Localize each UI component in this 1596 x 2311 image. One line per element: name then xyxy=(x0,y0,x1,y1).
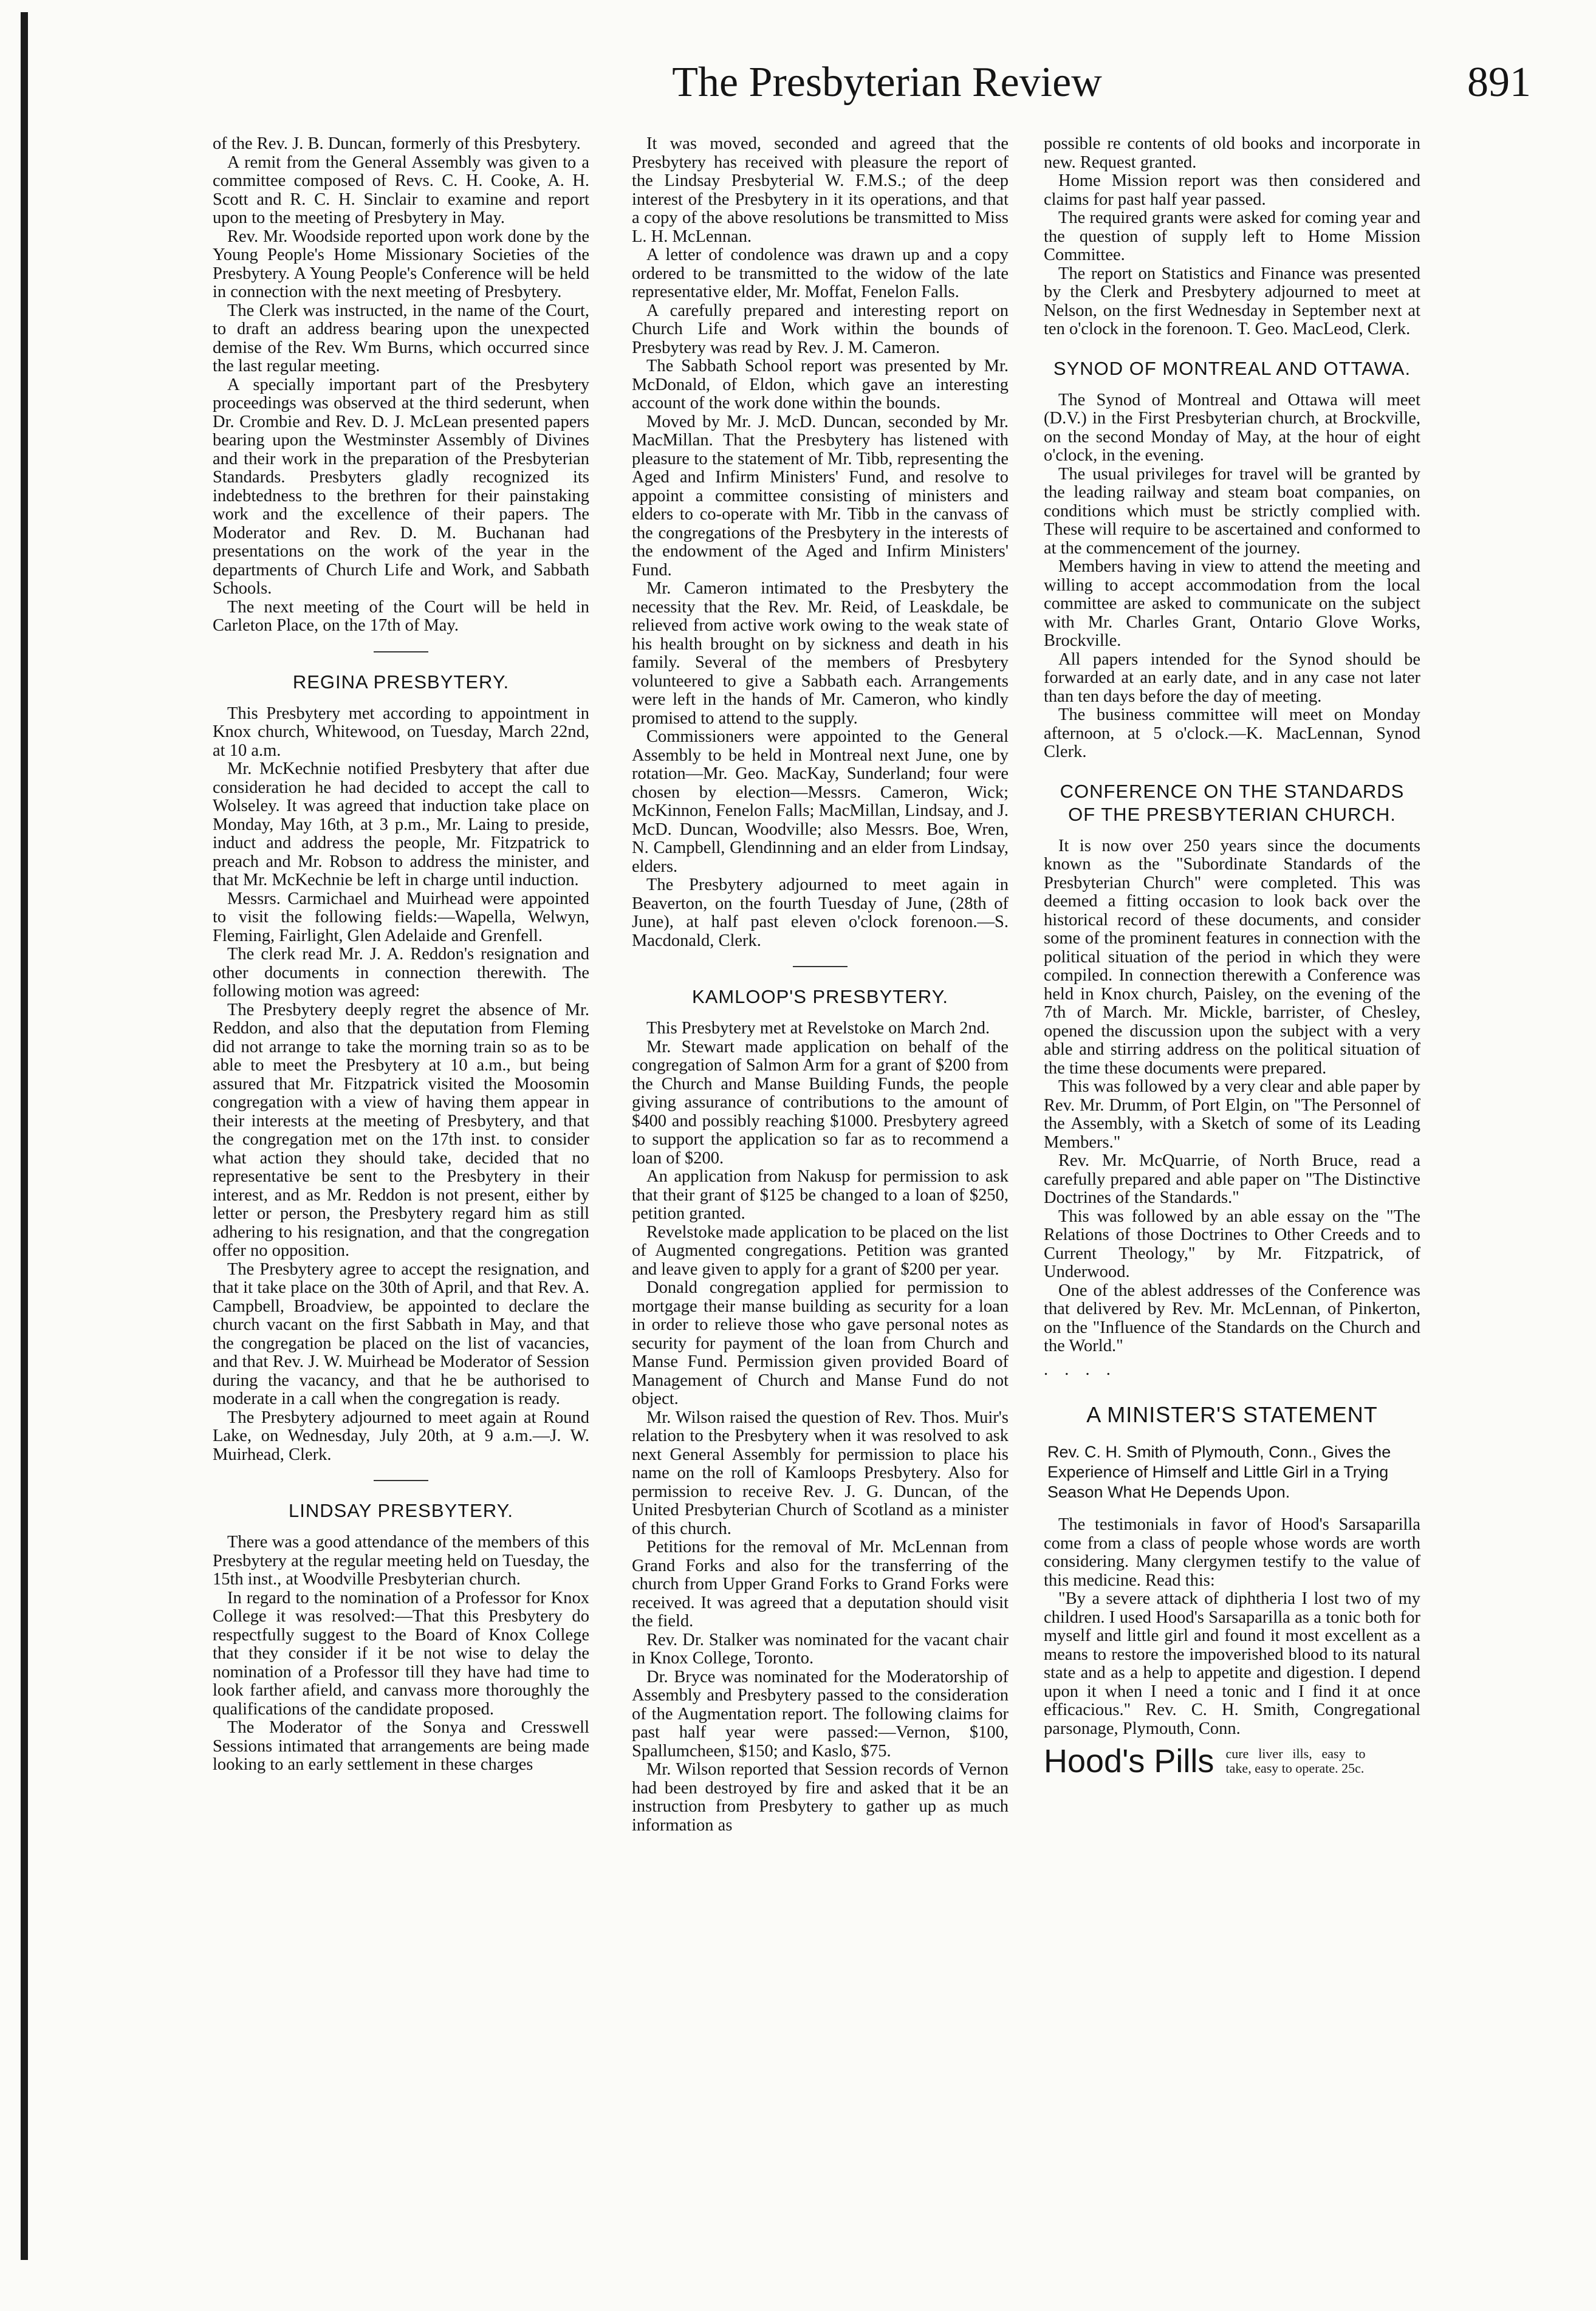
paragraph: This Presbytery met at Revelstoke on March 2nd. xyxy=(646,1019,990,1038)
paragraph: This was followed by an able essay on the "The Relations of those Doctrines to Other Creeds and to Current Theology," by Mr. Fitzpatrick, of Underwood. xyxy=(1044,1207,1420,1281)
paragraph: A carefully prepared and interesting report on Church Life and Work within the bounds of Presbytery was read by Rev. J. M. Cameron. xyxy=(632,301,1009,357)
paragraph: Mr. Wilson raised the question of Rev. Thos. Muir's relation to the Presbytery when it was resolved to ask next General Assembly for permission to place his name on the roll of Kamloops Presbytery. Also for permission to receive Rev. J. G. Duncan, of the United Presbyterian Church of Scotland as a minister of this church. xyxy=(632,1408,1009,1538)
regina-heading: REGINA PRESBYTERY. xyxy=(292,671,510,693)
paragraph: Mr. Wilson reported that Session records of Vernon had been destroyed by fire and asked that it be an instruction from Presbytery to gather up as much information as xyxy=(632,1760,1009,1835)
paragraph: The Presbytery adjourned to meet again at Round Lake, on Wednesday, July 20th, at 9 a.m.—J. W. Muirhead, Clerk. xyxy=(213,1408,589,1464)
paragraph: It is now over 250 years since the documents known as the "Subordinate Standards of the Presbyterian Church" were completed. This was deemed a fitting occasion to look back over the historical record of these documents, and consider some of the prominent features in connection with the political situation of the period in which they were compiled. In connection therewith a Conference was held in Knox church, Paisley, on the evening of the 7th of March. Mr. Mickle, barrister, of Chesley, opened the discussion upon the subject with a very able and stirring address on the political situation of the time these documents were prepared. xyxy=(1044,836,1420,1078)
paragraph: Rev. Mr. Woodside reported upon work done by the Young People's Home Missionary Societies of the Presbytery. A Young People's Conference will be held in connection with the next meeting of Presbytery. xyxy=(213,227,589,301)
paragraph: The report on Statistics and Finance was presented by the Clerk and Presbytery adjourned to meet at Nelson, on the first Wednesday in September next at ten o'clock in the forenoon. T. Geo. MacLeod, Clerk. xyxy=(1044,264,1420,338)
paragraph: The testimonials in favor of Hood's Sarsaparilla come from a class of people whose words are worth considering. Many clergymen testify to the value of this medicine. Read this: xyxy=(1044,1515,1420,1590)
paragraph: Dr. Bryce was nominated for the Moderatorship of Assembly and Presbytery passed to the consideration of the Augmentation report. The following claims for past half year were passed:—Vernon, $100, Spallumcheen, $150; and Kaslo, $75. xyxy=(632,1667,1009,1761)
col1-intro xyxy=(213,135,589,635)
minister-body xyxy=(1044,1516,1420,1738)
paragraph: A letter of condolence was drawn up and a copy ordered to be transmitted to the widow of the late representative elder, Mr. Moffat, Fenelon Falls. xyxy=(632,245,1009,301)
paragraph: An application from Nakusp for permission to ask that their grant of $125 be changed to a loan of $250, petition granted. xyxy=(632,1167,1009,1223)
col2-intro xyxy=(632,135,1009,950)
paragraph: Home Mission report was then considered and claims for past half year passed. xyxy=(1044,171,1420,209)
page-header xyxy=(583,58,1531,113)
paragraph: The next meeting of the Court will be held in Carleton Place, on the 17th of May. xyxy=(213,597,589,635)
lindsay-heading: LINDSAY PRESBYTERY. xyxy=(289,1500,513,1521)
paragraph: The usual privileges for travel will be granted by the leading railway and steam boat companies, on conditions which must be strictly complied with. These will require to be ascertained and conformed to at the commencement of the journey. xyxy=(1044,464,1420,558)
paragraph: The Presbytery adjourned to meet again in Beaverton, on the fourth Tuesday of June, (28th of June), at half past eleven o'clock forenoon.—S. Macdonald, Clerk. xyxy=(632,875,1009,950)
synod-heading: SYNOD OF MONTREAL AND OTTAWA. xyxy=(1053,357,1411,379)
conference-body xyxy=(1044,837,1420,1356)
paragraph: Donald congregation applied for permission to mortgage their manse building as security for a loan in order to relieve those who gave personal notes as security for payment of the loan from Church and Manse Fund. Permission given provided Board of Management of Church and Manse Fund do not object. xyxy=(632,1278,1009,1408)
paragraph: Members having in view to attend the meeting and willing to accept accommodation from the local committee are asked to communicate on the subject with Mr. Charles Grant, Ontario Glove Works, Brockville. xyxy=(1044,557,1420,650)
minister-heading: A MINISTER'S STATEMENT xyxy=(1086,1402,1378,1427)
paragraph: The Presbytery deeply regret the absence of Mr. Reddon, and also that the deputation from Fleming did not arrange to take the morning train so as to be able to meet the Presbytery at 10 a.m., but being assured that Mr. Fitzpatrick visited the Moosomin congregation with a view of having them appear in their interests at the meeting of Presbytery, and that the congregation met on the 17th inst. to consider what action they should take, decided that no representative be sent to the Presbytery in their interest, and as Mr. Reddon is not present, either by letter or person, the Presbytery regard him as still adhering to his resignation, and that the congregation offer no opposition. xyxy=(213,1000,589,1260)
paragraph: This was followed by a very clear and able paper by Rev. Mr. Drumm, of Port Elgin, on "The Personnel of the Assembly, with a Sketch of some of its Leading Members." xyxy=(1044,1077,1420,1152)
synod-body xyxy=(1044,391,1420,762)
journal-title: The Presbyterian Review xyxy=(672,59,1102,106)
dotted-separator: . . . . xyxy=(1044,1360,1117,1379)
hoods-pills-ad xyxy=(1044,1742,1420,1779)
paragraph: The Clerk was instructed, in the name of the Court, to draft an address bearing upon the unexpected demise of the Rev. Wm Burns, which occurred since the last regular meeting. xyxy=(213,301,589,375)
section-divider xyxy=(374,651,428,652)
ad-product-text: cure liver ills, easy to take, easy to operate. 25c. xyxy=(1225,1746,1366,1776)
paragraph: The Moderator of the Sonya and Cresswell Sessions intimated that arrangements are being made looking to an early settlement in these charges xyxy=(213,1718,589,1774)
section-divider xyxy=(793,966,848,967)
column-3 xyxy=(1044,134,1420,1779)
paragraph: One of the ablest addresses of the Conference was that delivered by Rev. Mr. McLennan, of Pinkerton, on the "Influence of the Standards on the Church and the World." xyxy=(1044,1281,1420,1355)
paragraph: The required grants were asked for coming year and the question of supply left to Home Mission Committee. xyxy=(1044,208,1420,264)
paragraph: A remit from the General Assembly was given to a committee composed of Revs. C. H. Cooke, A. H. Scott and R. C. H. Sinclair to examine and report upon to the meeting of Presbytery in May. xyxy=(213,152,589,227)
paragraph: The business committee will meet on Monday afternoon, at 5 o'clock.—K. MacLennan, Synod Clerk. xyxy=(1044,705,1420,761)
paragraph: "By a severe attack of diphtheria I lost two of my children. I used Hood's Sarsaparilla as a tonic both for myself and little girl and found it most excellent as a means to restore the impoverished blood to its natural state and as a help to appetite and digestion. I depend upon it when I need a tonic and I find it at once efficacious." Rev. C. H. Smith, Congregational parsonage, Plymouth, Conn. xyxy=(1044,1589,1420,1738)
paragraph: All papers intended for the Synod should be forwarded at an early date, and in any case not later than ten days before the day of meeting. xyxy=(1044,649,1420,706)
paragraph: The clerk read Mr. J. A. Reddon's resignation and other documents in connection therewith. The following motion was agreed: xyxy=(213,945,589,1001)
paragraph: The Presbytery agree to accept the resignation, and that it take place on the 30th of April, and that Rev. A. Campbell, Broadview, be appointed to declare the church vacant on the first Sabbath in May, and that the congregation be placed on the list of vacancies, and that Rev. J. W. Muirhead be Moderator of Session during the vacancy, and that he be authorised to moderate in a call when the congregation is ready. xyxy=(213,1259,589,1408)
regina-body xyxy=(213,705,589,1465)
kamloops-body xyxy=(632,1019,1009,1835)
paragraph: The Synod of Montreal and Ottawa will meet (D.V.) in the First Presbyterian church, at Brockville, on the second Monday of May, at the hour of eight o'clock, in the evening. xyxy=(1044,390,1420,465)
page-number: 891 xyxy=(1467,59,1531,106)
paragraph: This Presbytery met according to appointment in Knox church, Whitewood, on Tuesday, March 22nd, at 10 a.m. xyxy=(213,704,589,760)
left-margin-rule xyxy=(21,12,28,2260)
paragraph: possible re contents of old books and incorporate in new. Request granted. xyxy=(1044,134,1420,172)
paragraph: Rev. Mr. McQuarrie, of North Bruce, read a carefully prepared and able paper on "The Distinctive Doctrines of the Standards." xyxy=(1044,1151,1420,1207)
paragraph: A specially important part of the Presbytery proceedings was observed at the third sederunt, when Dr. Crombie and Rev. D. J. McLean presented papers bearing upon the Westminster Assembly of Divines and their work in the preparation of the Presbyterian Standards. Presbyters gladly recognized its indebtedness to the brethren for their painstaking work and the excellence of their papers. The Moderator and Rev. D. M. Buchanan had presentations on the work of the year in the departments of Church Life and Work, and Sabbath Schools. xyxy=(213,375,589,598)
paragraph: Mr. Cameron intimated to the Presbytery the necessity that the Rev. Mr. Reid, of Leaskdale, be relieved from active work owing to the weak state of his health brought on by sickness and death in his family. Several of the members of Presbytery volunteered to give a Sabbath each. Arrangements were left in the hands of Mr. Cameron, who kindly promised to attend to the supply. xyxy=(632,579,1009,728)
col3-intro xyxy=(1044,135,1420,339)
paragraph: Commissioners were appointed to the General Assembly to be held in Montreal next June, one by rotation—Mr. Geo. MacKay, Sunderland; four were chosen by election—Messrs. Cameron, Wick; McKinnon, Fenelon Falls; MacMillan, Lindsay, and J. McD. Duncan, Woodville; also Messrs. Boe, Wren, N. Campbell, Glendinning and an elder from Lindsay, elders. xyxy=(632,727,1009,876)
paragraph: There was a good attendance of the members of this Presbytery at the regular meeting held on Tuesday, the 15th inst., at Woodville Presbyterian church. xyxy=(213,1533,589,1589)
paragraph: In regard to the nomination of a Professor for Knox College it was resolved:—That this Presbytery do respectfully suggest to the Board of Knox College that they consider if it be not wise to delay the nomination of a Professor till they have had time to look farther afield, and canvass more thoroughly the qualifications of the candidate proposed. xyxy=(213,1588,589,1719)
column-2 xyxy=(632,135,1009,1835)
section-divider xyxy=(374,1480,428,1481)
paragraph: Mr. McKechnie notified Presbytery that after due consideration he had decided to accept the call to Wolseley. It was agreed that induction take place on Monday, May 16th, at 3 p.m., Mr. Laing to preside, induct and address the people, Mr. Fitzpatrick to preach and Mr. Robson to address the minister, and that Mr. McKechnie be left in charge until induction. xyxy=(213,759,589,889)
paragraph: Mr. Stewart made application on behalf of the congregation of Salmon Arm for a grant of $200 from the Church and Manse Building Funds, the people giving assurance of contributions to the amount of $400 and possibly reaching $1000. Presbytery agreed to support the application so far as to recommend a loan of $200. xyxy=(632,1037,1009,1168)
minister-subheading: Rev. C. H. Smith of Plymouth, Conn., Gives the Experience of Himself and Little Girl in a Trying Season What He Depends Upon. xyxy=(1047,1443,1391,1501)
paragraph: Moved by Mr. J. McD. Duncan, seconded by Mr. MacMillan. That the Presbytery has listened with pleasure to the statement of Mr. Tibb, representing the Aged and Infirm Ministers' Fund, and resolve to appoint a committee consisting of ministers and elders to co-operate with Mr. Tibb in the canvass of the congregations of the Presbytery in the interests of the endowment of the Aged and Infirm Ministers' Fund. xyxy=(632,412,1009,580)
column-1 xyxy=(213,135,589,1775)
paragraph: Rev. Dr. Stalker was nominated for the vacant chair in Knox College, Toronto. xyxy=(632,1630,1009,1668)
paragraph: Messrs. Carmichael and Muirhead were appointed to visit the following fields:—Wapella, Welwyn, Fleming, Fairlight, Glen Adelaide and Grenfell. xyxy=(213,889,589,945)
paragraph: Petitions for the removal of Mr. McLennan from Grand Forks and also for the transferring of the church from Upper Grand Forks to Grand Forks were received. It was agreed that a deputation should visit the field. xyxy=(632,1538,1009,1631)
paragraph: of the Rev. J. B. Duncan, formerly of this Presbytery. xyxy=(213,134,581,153)
paragraph: Revelstoke made application to be placed on the list of Augmented congregations. Petition was granted and leave given to apply for a grant of $200 per year. xyxy=(632,1222,1009,1279)
kamloops-heading: KAMLOOP'S PRESBYTERY. xyxy=(691,986,949,1007)
paragraph: The Sabbath School report was presented by Mr. McDonald, of Eldon, which gave an interesting account of the work done within the bounds. xyxy=(632,357,1009,413)
ad-product-name: Hood's Pills xyxy=(1044,1742,1214,1779)
lindsay-body xyxy=(213,1533,589,1775)
paragraph: It was moved, seconded and agreed that the Presbytery has received with pleasure the report of the Lindsay Presbyterial W. F.M.S.; of the deep interest of the Presbytery in it its operations, and that a copy of the above resolutions be transmitted to Miss L. H. McLennan. xyxy=(632,134,1009,246)
conference-heading: CONFERENCE ON THE STANDARDS OF THE PRESBYTERIAN CHURCH. xyxy=(1060,780,1405,825)
